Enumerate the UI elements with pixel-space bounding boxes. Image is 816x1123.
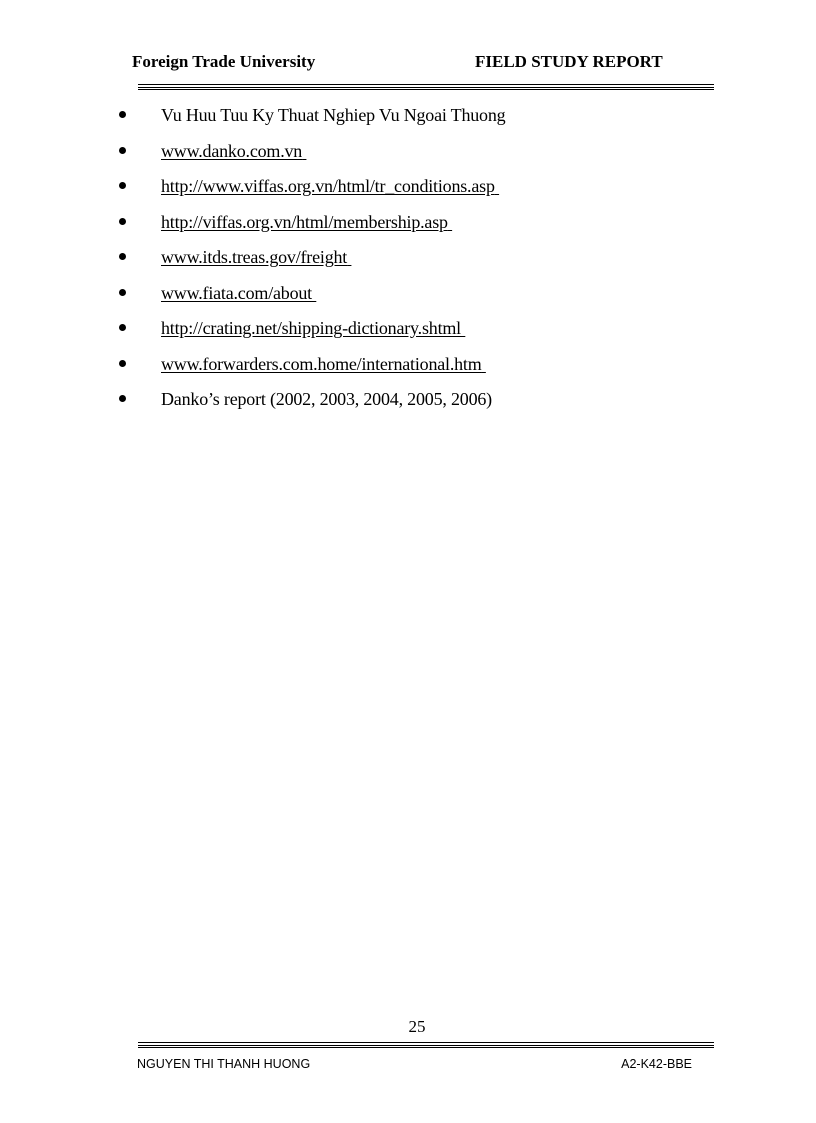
reference-item[interactable]: [0, 173, 816, 199]
reference-item[interactable]: [0, 280, 816, 306]
footer-class-code: A2-K42-BBE: [621, 1057, 692, 1071]
reference-link[interactable]: www.danko.com.vn: [161, 140, 303, 161]
bullet-icon: [119, 289, 126, 296]
header-university: Foreign Trade University: [132, 52, 316, 71]
bullet-icon: [119, 395, 126, 402]
bullet-icon: [119, 147, 126, 154]
reference-text: Danko’s report (2002, 2003, 2004, 2005, 2006): [161, 389, 492, 409]
reference-item[interactable]: [0, 315, 816, 341]
reference-item[interactable]: [0, 351, 816, 377]
reference-link[interactable]: www.forwarders.com.home/international.htm: [161, 353, 482, 374]
footer-divider-thin: [138, 1047, 714, 1048]
reference-item[interactable]: [0, 209, 816, 235]
reference-item: [0, 102, 816, 128]
reference-link[interactable]: www.itds.treas.gov/freight: [161, 247, 348, 267]
bullet-icon: [119, 218, 126, 225]
bullet-icon: [119, 253, 126, 260]
bullet-icon: [119, 182, 126, 189]
header-divider: [138, 84, 714, 88]
footer-author: NGUYEN THI THANH HUONG: [137, 1057, 311, 1071]
footer-divider: [138, 1042, 714, 1046]
bullet-icon: [119, 111, 126, 118]
reference-item[interactable]: [0, 244, 816, 270]
reference-link[interactable]: http://crating.net/shipping-dictionary.shtml: [161, 318, 461, 338]
header-divider-thin: [138, 89, 714, 90]
reference-link[interactable]: http://www.viffas.org.vn/html/tr_conditions.asp: [161, 176, 495, 196]
reference-link[interactable]: www.fiata.com/about: [161, 282, 312, 303]
reference-item[interactable]: [0, 138, 816, 164]
reference-text: Vu Huu Tuu Ky Thuat Nghiep Vu Ngoai Thuong: [161, 105, 506, 125]
page-number: 25: [408, 1017, 426, 1036]
bullet-icon: [119, 324, 126, 331]
bullet-icon: [119, 360, 126, 367]
reference-link[interactable]: http://viffas.org.vn/html/membership.asp: [161, 211, 448, 232]
header-report-title: FIELD STUDY REPORT: [475, 52, 663, 71]
reference-item: [0, 386, 816, 412]
